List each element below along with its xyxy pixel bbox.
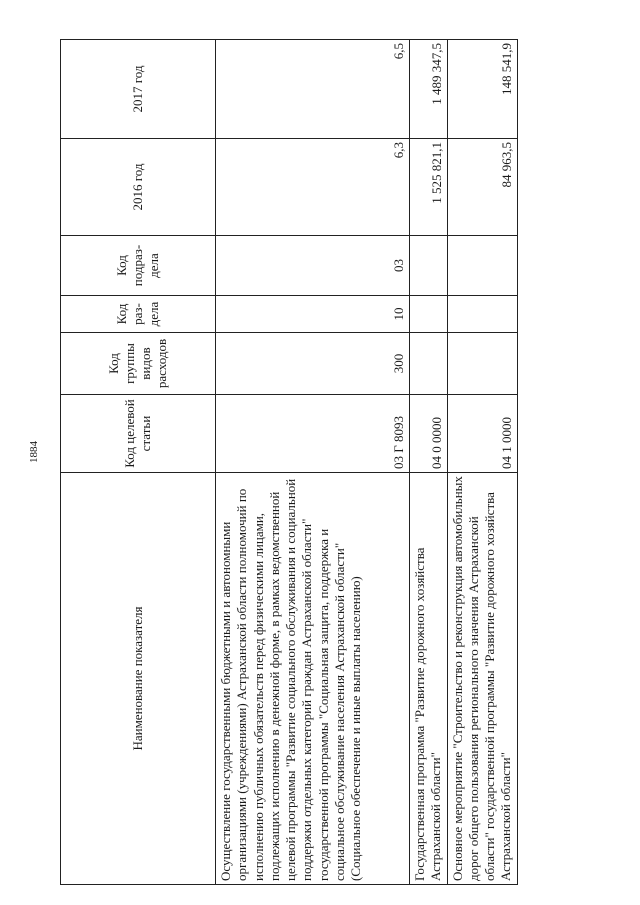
header-target-code: Код целевой статьи: [61, 395, 216, 473]
row-year-2017: 1 489 347,5: [410, 40, 448, 139]
row-target-code: 03 Г 8093: [216, 395, 410, 473]
row-year-2016: 1 525 821,1: [410, 139, 448, 236]
row-subsection-code: [447, 236, 517, 296]
header-name: Наименование показателя: [61, 473, 216, 885]
table-row: [216, 40, 410, 885]
table-row: [447, 40, 517, 885]
row-group-code: 300: [216, 333, 410, 395]
row-section-code: [410, 296, 448, 333]
row-group-code: [410, 333, 448, 395]
table-header-row: [61, 40, 216, 885]
row-year-2017: 148 541,9: [447, 40, 517, 139]
row-subsection-code: [410, 236, 448, 296]
row-year-2016: 84 963,5: [447, 139, 517, 236]
row-name: Осуществление государственными бюджетными и автономными организациями (учреждениями) Астраханской области полномочий по исполнению публичных обязательств перед физическими лицами, подлежащих исполнению в денежной форме, в рамках ведомственной целевой программы "Развитие социального обслуживания и социальной поддержки отдельных категорий граждан Астраханской области" государственной программы "Социальная защита, поддержка и социальное обслуживание населения Астраханской области" (Социальное обеспечение и иные выплаты населению): [216, 473, 410, 885]
row-year-2017: 6,5: [216, 40, 410, 139]
header-year-2017: 2017 год: [61, 40, 216, 139]
row-name: Государственная программа "Развитие дорожного хозяйства Астраханской области": [410, 473, 448, 885]
budget-table: [60, 39, 518, 885]
row-section-code: [447, 296, 517, 333]
header-section-code: Код раз- дела: [61, 296, 216, 333]
row-subsection-code: 03: [216, 236, 410, 296]
row-target-code: 04 1 0000: [447, 395, 517, 473]
row-group-code: [447, 333, 517, 395]
budget-table-container: [60, 40, 514, 885]
row-section-code: 10: [216, 296, 410, 333]
page-number: 1884: [28, 441, 40, 463]
budget-table-rotated: [60, 40, 514, 885]
header-year-2016: 2016 год: [61, 139, 216, 236]
row-year-2016: 6,3: [216, 139, 410, 236]
header-subsection-code: Код подраз- дела: [61, 236, 216, 296]
row-target-code: 04 0 0000: [410, 395, 448, 473]
row-name: Основное мероприятие "Строительство и реконструкция автомобильных дорог общего пользования регионального значения Астраханской области" государственной программы "Развитие дорожного хозяйства Астраханской области": [447, 473, 517, 885]
table-row: [410, 40, 448, 885]
header-group-code: Код группы видов расходов: [61, 333, 216, 395]
